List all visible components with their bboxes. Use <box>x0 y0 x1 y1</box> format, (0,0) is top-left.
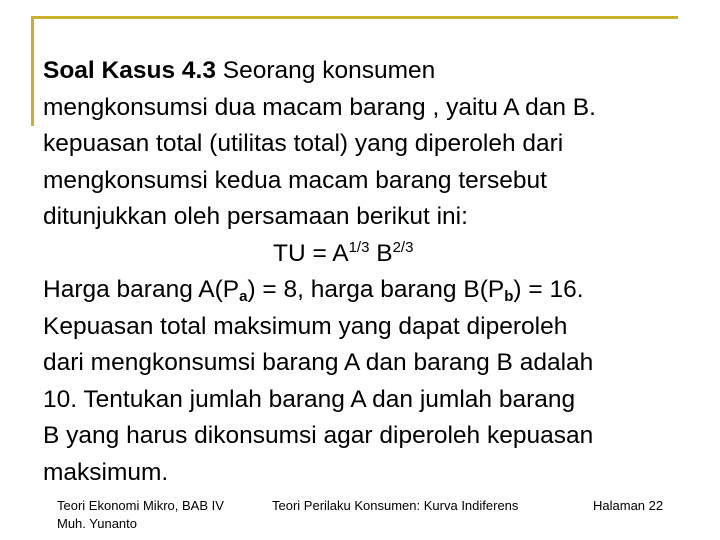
body-line-3: kepuasan total (utilitas total) yang diperoleh dari <box>43 130 564 157</box>
utility-formula <box>43 236 693 273</box>
formula-mid: B <box>369 239 393 267</box>
body-line-5: ditunjukkan oleh persamaan berikut ini: <box>43 203 468 230</box>
price-part-2: ) = 8, harga barang B(P <box>247 276 505 303</box>
body-line-4: mengkonsumsi kedua macam barang tersebut <box>43 166 547 194</box>
case-heading: Soal Kasus 4.3 <box>43 57 216 84</box>
body-line-2: mengkonsumsi dua macam barang , yaitu A dan B. <box>43 93 596 121</box>
formula-lhs: TU = A <box>273 239 349 267</box>
body-line-8: Kepuasan total maksimum yang dapat diperoleh <box>43 312 568 340</box>
footer-author: Muh. Yunanto <box>57 516 137 531</box>
footer-course-info <box>57 497 224 533</box>
body-line-9: dari mengkonsumsi barang A dan barang B adalah <box>43 349 594 376</box>
subscript-a: a <box>239 288 248 305</box>
exponent-b: 2/3 <box>392 238 414 256</box>
body-text: Seorang konsumen <box>215 57 436 84</box>
footer-course-title: Teori Ekonomi Mikro, BAB IV <box>57 498 224 513</box>
price-line <box>43 272 693 309</box>
slide-body <box>43 53 693 491</box>
subscript-b: b <box>504 288 514 305</box>
exponent-a: 1/3 <box>348 238 370 256</box>
price-part-3: ) = 16. <box>513 276 584 303</box>
body-line-12: maksimum. <box>43 458 169 486</box>
body-line-1 <box>43 53 693 90</box>
price-part-1: Harga barang A(P <box>43 276 240 303</box>
footer-chapter-title: Teori Perilaku Konsumen: Kurva Indiferens <box>272 498 519 513</box>
body-line-11: B yang harus dikonsumsi agar diperoleh kepuasan <box>43 422 594 449</box>
body-line-10: 10. Tentukan jumlah barang A dan jumlah barang <box>43 385 576 413</box>
frame-top-rule <box>31 16 678 19</box>
footer-page-number: Halaman 22 <box>593 498 664 513</box>
frame-left-rule <box>31 16 34 126</box>
